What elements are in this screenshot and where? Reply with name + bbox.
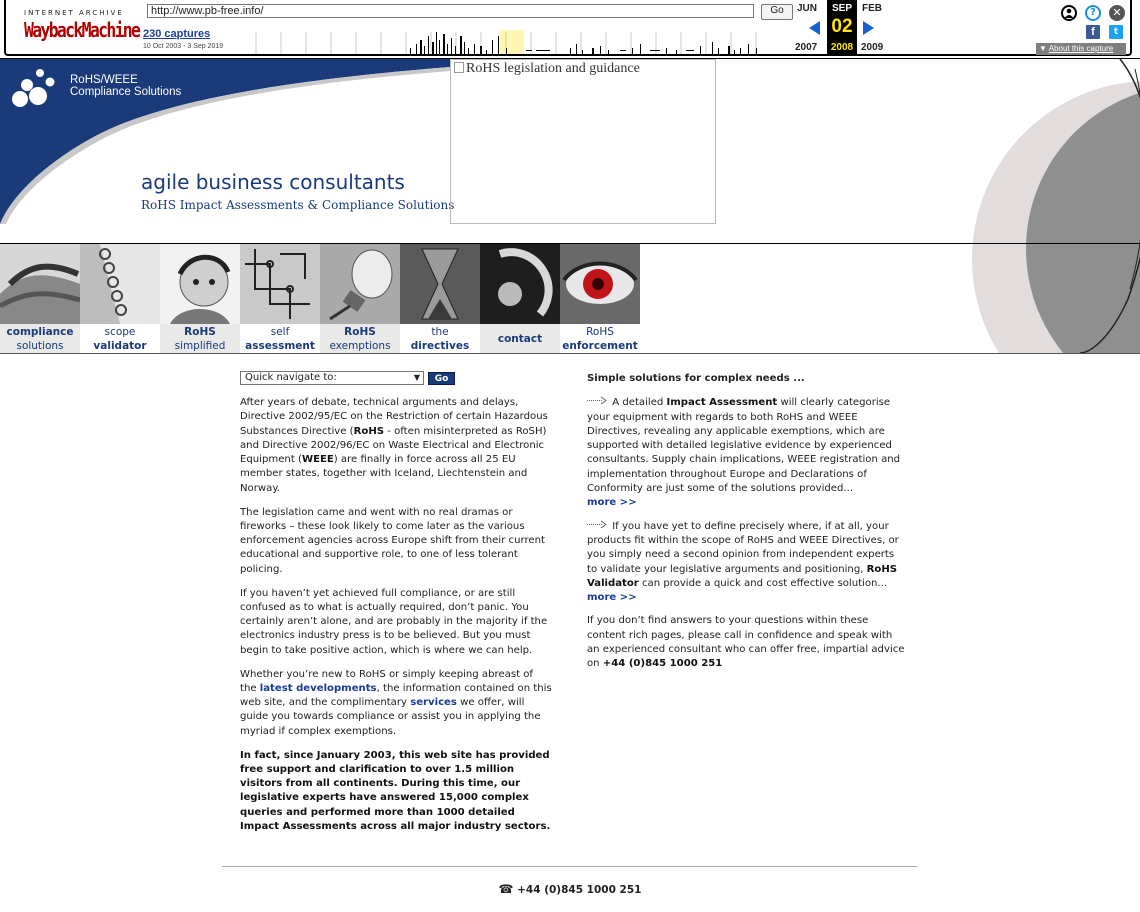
next-year[interactable]: 2009	[861, 42, 884, 53]
impact-assessment-paragraph: A detailed Impact Assessment will clearly categorise your equipment with regards to both RoHS and WEEE Directives, revealing any applicable exemptions, which are supported with detailed legislative evidence by experienced consultants. Supply chain implications, WEEE registration and implementation throughout Europe and Declarations of Conformity are just some of the solutions provided... more >>	[587, 397, 901, 509]
nav-label: compliance solutions	[0, 324, 80, 353]
prev-year[interactable]: 2007	[795, 42, 818, 53]
brand-name	[70, 74, 181, 98]
phone-photo-icon	[480, 244, 560, 324]
about-capture-dropdown[interactable]: ▼ About this capture	[1036, 43, 1126, 55]
brand-line-2: Compliance Solutions	[70, 86, 182, 98]
nav-label: RoHS simplified	[160, 324, 240, 353]
footer-phone-number: +44 (0)845 1000 251	[517, 884, 642, 896]
twitter-icon[interactable]: t	[1109, 25, 1123, 39]
nav-divider-bottom	[0, 353, 1140, 354]
current-year: 2008	[830, 42, 854, 53]
footer-divider	[222, 866, 917, 867]
nav-label: RoHS enforcement	[562, 326, 638, 352]
nav-label: self assessment	[245, 326, 315, 352]
user-icon[interactable]	[1061, 5, 1077, 21]
facebook-icon[interactable]: f	[1086, 25, 1100, 39]
quick-navigate-value: Quick navigate to:	[245, 372, 337, 383]
red-eye-photo-icon	[560, 244, 640, 324]
telephone-icon: ☎	[498, 882, 514, 896]
brand-line-1: RoHS/WEEE	[70, 74, 138, 86]
close-icon[interactable]: ✕	[1109, 5, 1125, 21]
next-capture-arrow-icon[interactable]	[863, 21, 874, 35]
capture-sparkline[interactable]	[236, 26, 770, 54]
notebook-photo-icon	[80, 244, 160, 324]
sub-tagline: RoHS Impact Assessments & Compliance Solutions	[141, 198, 455, 212]
next-month[interactable]: FEB	[862, 3, 882, 14]
quick-navigate-select[interactable]	[240, 371, 424, 385]
wayback-logo-caption: INTERNET ARCHIVE	[24, 9, 124, 17]
lightbulb-photo-icon	[320, 244, 400, 324]
nav-label: the directives	[410, 326, 470, 352]
nav-contact[interactable]	[480, 244, 560, 353]
intro-paragraph-1: After years of debate, technical arguments and delays, Directive 2002/95/EC on the Restriction of certain Hazardous Substances Directive (RoHS - often misinterpreted as RoSH) and Directive 2002/96/EC on Waste Electrical and Electronic Equipment (WEEE) are finally in force across all 25 EU member states, together with Iceland, Liechtenstein and Norway.	[240, 397, 548, 494]
intro-paragraph-4: Whether you’re new to RoHS or simply keeping abreast of the latest developments, the information contained on this web site, and the complimentary services we offer, will guide you towards compliance or assist you in applying the myriad if complex exemptions.	[240, 668, 552, 737]
main-navigation	[0, 244, 641, 353]
current-month: SEP	[831, 3, 852, 14]
nav-self-assessment[interactable]	[240, 244, 320, 353]
contact-paragraph: If you don’t find answers to your questions within these content rich pages, please call in confidence and speak with an experienced consultant who can offer free, impartial advice on +44 (0)845 1000 251	[587, 615, 905, 670]
help-icon[interactable]: ?	[1085, 5, 1101, 21]
captures-link[interactable]: 230 captures	[143, 28, 211, 40]
solutions-heading: Simple solutions for complex needs ...	[587, 373, 805, 384]
prev-month[interactable]: JUN	[797, 3, 818, 14]
nav-label: RoHS exemptions	[320, 324, 400, 353]
broken-image-icon	[454, 62, 464, 73]
about-capture-label: About this capture	[1048, 44, 1114, 53]
wayback-logo[interactable]: WaybackMachine	[24, 18, 140, 42]
quick-navigate-go-button[interactable]: Go	[428, 372, 455, 385]
dotted-arrow-icon	[587, 520, 607, 529]
dotted-arrow-icon	[587, 396, 607, 405]
wayback-url-input[interactable]: http://www.pb-free.info/	[147, 4, 754, 18]
chevron-down-icon: ▼	[413, 373, 420, 382]
nav-label: contact	[480, 324, 560, 353]
hand-photo-icon	[0, 244, 80, 324]
intro-paragraph-5: In fact, since January 2003, this web site has provided free support and clarification to over 1.5 million visitors from all continents. During this time, our legislative experts have answered 15,000 complex queries and performed more than 1000 detailed Impact Assessments across all major industry sectors.	[240, 749, 551, 833]
circuit-photo-icon	[240, 244, 320, 324]
nav-rohs-exemptions[interactable]	[320, 244, 400, 353]
more-link-impact-assessment[interactable]: more >>	[587, 497, 637, 509]
nav-the-directives[interactable]	[400, 244, 480, 353]
more-link-validator[interactable]: more >>	[587, 592, 637, 604]
nav-rohs-enforcement[interactable]	[560, 244, 640, 353]
nav-compliance-solutions[interactable]	[0, 244, 80, 353]
solutions-column	[587, 372, 905, 681]
hero-image-broken	[450, 59, 716, 224]
wayback-go-button[interactable]: Go	[761, 4, 793, 20]
hero-alt-text: RoHS legislation and guidance	[466, 61, 640, 76]
intro-paragraph-2: The legislation came and went with no real dramas or fireworks – these look likely to come later as the various enforcement agencies across Europe shift from their current educational and supportive role, to one of less tolerant policing.	[240, 506, 545, 575]
footer-phone	[0, 882, 1140, 896]
validator-paragraph: If you have yet to define precisely where, if at all, your products fit within the scope of RoHS and WEEE Directives, or you simply need a second opinion from independent experts to validate your legislative arguments and positioning, RoHS Validator can provide a quick and cost effective solution... more >>	[587, 520, 899, 604]
nav-scope-validator[interactable]	[80, 244, 160, 353]
child-photo-icon	[160, 244, 240, 324]
tagline: agile business consultants	[141, 170, 405, 194]
nav-rohs-simplified[interactable]	[160, 244, 240, 353]
intro-column	[240, 396, 552, 844]
capture-range: 10 Oct 2003 - 3 Sep 2019	[143, 43, 224, 50]
current-day: 02	[831, 16, 853, 37]
intro-paragraph-3: If you haven’t yet achieved full compliance, or are still confused as to what is actually required, don’t panic. You certainly aren’t alone, and are probably in the majority if the electronics industry press is to be believed. But you must begin to take positive action, which is where we can help.	[240, 587, 548, 656]
hourglass-photo-icon	[400, 244, 480, 324]
prev-capture-arrow-icon[interactable]	[809, 21, 820, 35]
services-link[interactable]: services	[410, 697, 457, 709]
decorative-circles	[960, 59, 1140, 353]
nav-label: scope validator	[93, 326, 147, 352]
wayback-toolbar	[0, 0, 1140, 59]
latest-developments-link[interactable]: latest developments	[259, 682, 377, 694]
